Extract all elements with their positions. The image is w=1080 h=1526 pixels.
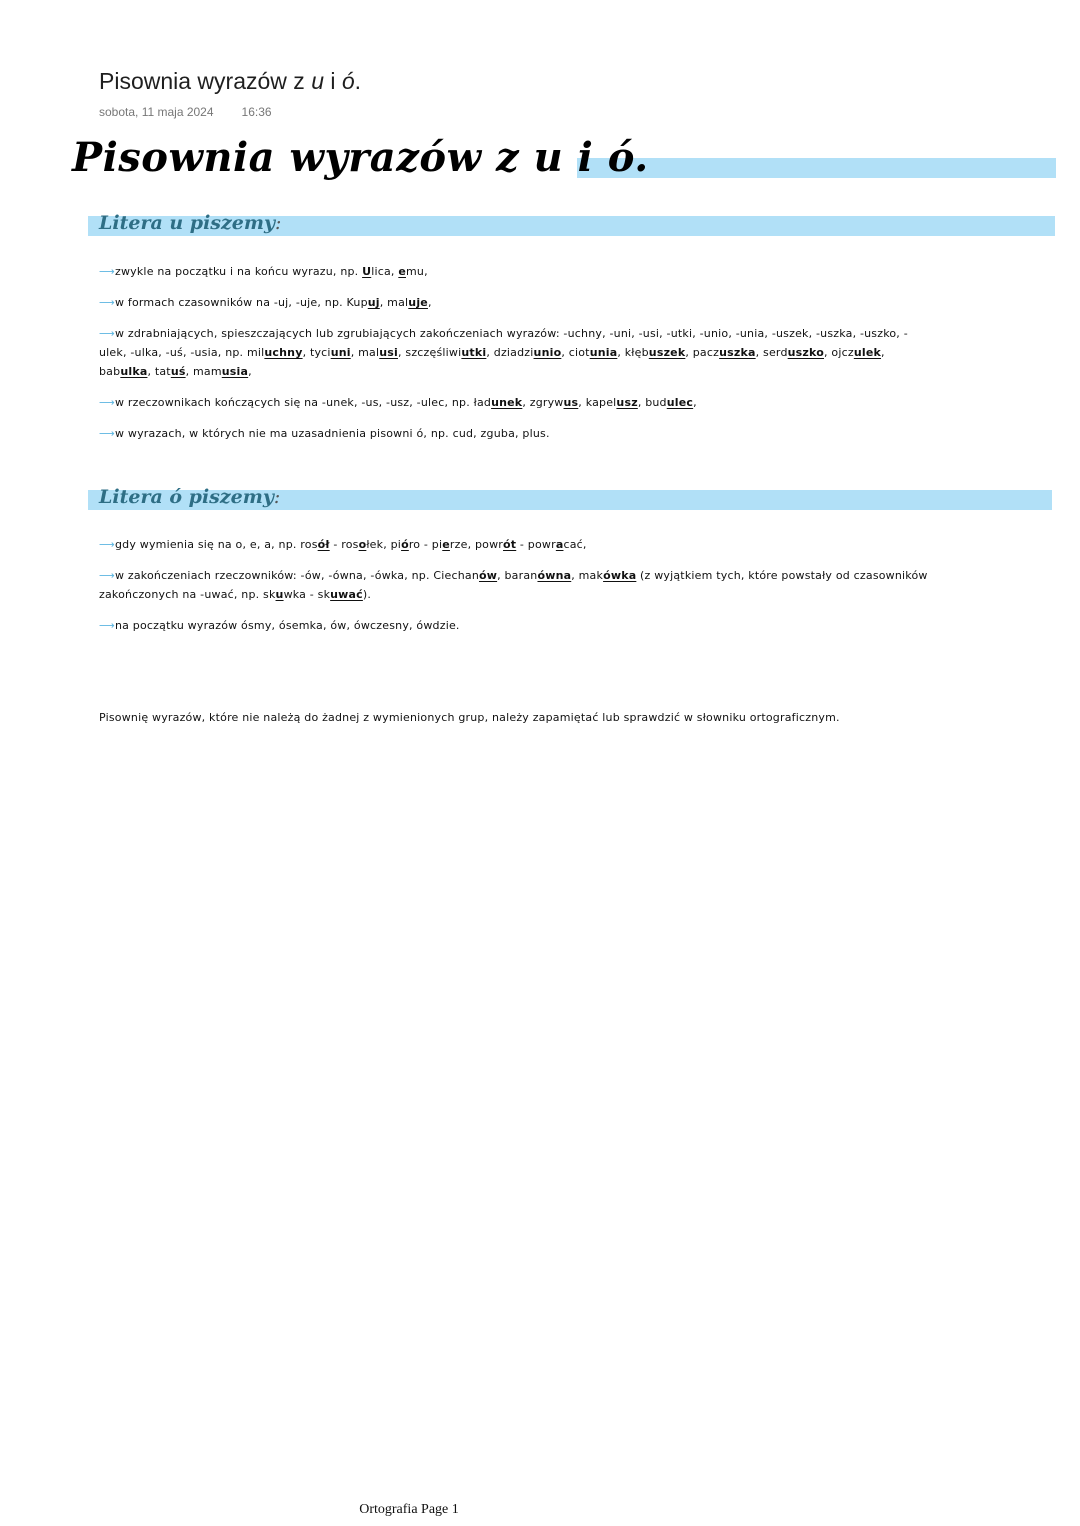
page-date: sobota, 11 maja 2024 (99, 105, 214, 119)
arrow-right-icon: ⟶ (99, 327, 115, 340)
list-item: ⟶w rzeczownikach kończących się na -unek, -us, -usz, -ulec, np. ładunek, zgrywus, kapelusz, budulec, (99, 396, 697, 409)
arrow-right-icon: ⟶ (99, 619, 115, 632)
section-u-heading: Litera u piszemy: (99, 212, 282, 234)
arrow-right-icon: ⟶ (99, 265, 115, 278)
closing-note: Pisownię wyrazów, które nie należą do żadnej z wymienionych grup, należy zapamiętać lub sprawdzić w słowniku ortograficznym. (99, 711, 840, 724)
arrow-right-icon: ⟶ (99, 569, 115, 582)
page-time: 16:36 (241, 105, 272, 119)
list-item: ⟶w formach czasowników na -uj, -uje, np. Kupuj, maluje, (99, 296, 432, 309)
page-meta (99, 105, 272, 119)
page-footer: Ortografia Page 1 (359, 1502, 459, 1517)
page-title: Pisownia wyrazów z u i ó. (99, 68, 362, 94)
list-item: ⟶w wyrazach, w których nie ma uzasadnienia pisowni ó, np. cud, zguba, plus. (99, 427, 550, 440)
title-letter-o: ó (341, 68, 355, 94)
arrow-right-icon: ⟶ (99, 296, 115, 309)
list-item: ⟶w zakończeniach rzeczowników: -ów, -ówna, -ówka, np. Ciechanów, baranówna, makówka (z wyjątkiem tych, które powstały od czasowników zakończonych na -uwać, np. skuwka - skuwać). (99, 569, 928, 601)
list-item: ⟶na początku wyrazów ósmy, ósemka, ów, ówczesny, ówdzie. (99, 619, 460, 632)
main-heading: Pisownia wyrazów z u i ó. (72, 134, 649, 181)
section-o-list (99, 535, 929, 647)
list-item: ⟶zwykle na początku i na końcu wyrazu, np. Ulica, emu, (99, 265, 428, 278)
section-u-list (99, 262, 929, 455)
arrow-right-icon: ⟶ (99, 538, 115, 551)
section-o-heading: Litera ó piszemy: (99, 486, 281, 508)
arrow-right-icon: ⟶ (99, 396, 115, 409)
list-item: ⟶gdy wymienia się na o, e, a, np. rosół - rosołek, pióro - pierze, powrót - powracać, (99, 538, 587, 551)
list-item: ⟶w zdrabniających, spieszczających lub zgrubiających zakończeniach wyrazów: -uchny, -uni, -usi, -utki, -unio, -unia, -uszek, -uszka, -uszko, -ulek, -ulka, -uś, -usia, np. miluchny, tyciuni, malusi, szczęśliwiutki, dziadziunio, ciotunia, kłębuszek, paczuszka, serduszko, ojczulek, babulka, tatuś, mamusia, (99, 327, 908, 378)
title-letter-u: u (311, 68, 324, 94)
arrow-right-icon: ⟶ (99, 427, 115, 440)
